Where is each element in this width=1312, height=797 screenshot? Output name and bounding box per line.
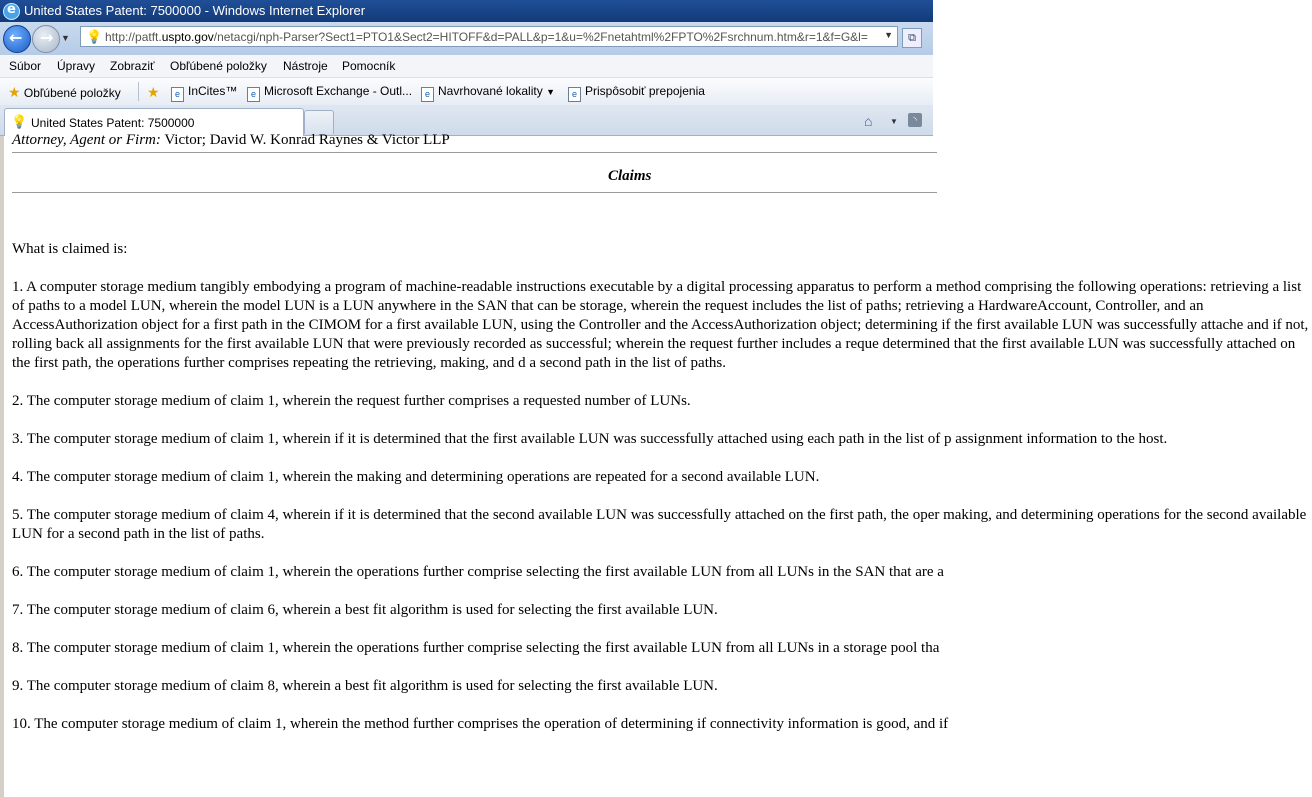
claims-intro: What is claimed is: [12, 241, 128, 257]
tab-bulb-icon: 💡 [11, 114, 28, 129]
compatibility-view-icon[interactable]: ⧉ [902, 28, 922, 48]
ie-logo-icon [3, 3, 20, 20]
ie-page-icon: e [171, 87, 184, 102]
claim-3: 3. The computer storage medium of claim 1, wherein if it is determined that the first available LUN was successfully attached using each path in the list of p assignment information to the host. [12, 431, 1168, 447]
forward-button[interactable] [32, 25, 60, 53]
history-dropdown-icon[interactable]: ▼ [61, 33, 70, 43]
claim-4: 4. The computer storage medium of claim 1, wherein the making and determining operations are repeated for a second available LUN. [12, 469, 820, 485]
new-tab-button[interactable] [304, 110, 334, 134]
attorney-value: Victor; David W. Konrad Raynes & Victor LLP [160, 132, 450, 148]
favorites-bar [0, 78, 933, 106]
menu-file[interactable]: Súbor [9, 59, 42, 73]
favorites-separator [138, 82, 139, 101]
forward-arrow-icon: → [40, 28, 54, 47]
ie-page-icon: e [421, 87, 434, 102]
favorites-label: Obľúbené položky [23, 86, 121, 100]
attorney-label: Attorney, Agent or Firm: [12, 132, 161, 148]
tab-label: United States Patent: 7500000 [31, 116, 195, 130]
url-dropdown-icon[interactable]: ▼ [884, 30, 893, 40]
claims-heading: Claims [608, 168, 652, 184]
menu-help[interactable]: Pomocník [342, 59, 396, 73]
fav-link-exchange[interactable]: e Microsoft Exchange - Outl... [247, 84, 412, 102]
page-content [0, 132, 1309, 797]
attorney-line [12, 132, 450, 149]
add-to-favorites-icon[interactable]: ★ [147, 84, 160, 100]
home-icon[interactable]: ⌂ [864, 113, 873, 129]
fav-link-incites[interactable]: e InCites™ [171, 84, 237, 102]
favorites-star-icon: ★ [8, 84, 21, 100]
claim-2: 2. The computer storage medium of claim 1, wherein the request further comprises a requested number of LUNs. [12, 393, 691, 409]
divider-top [12, 152, 937, 153]
claim-8: 8. The computer storage medium of claim 1, wherein the operations further comprise selecting the first available LUN from all LUNs in a storage pool tha [12, 640, 940, 656]
ie-page-icon: e [247, 87, 260, 102]
back-arrow-icon: ← [9, 28, 23, 47]
url-field[interactable] [80, 26, 898, 47]
divider-claims [12, 192, 937, 193]
claim-7: 7. The computer storage medium of claim 6, wherein a best fit algorithm is used for selecting the first available LUN. [12, 602, 718, 618]
claim-1: 1. A computer storage medium tangibly embodying a program of machine-readable instructions executable by a digital processing apparatus to perform a method comprising the following operations: retrieving a list of paths to a model LUN, wherein the model LUN is a LUN anywhere in the SAN that can be storage, wherein the request includes the list of paths; retrieving a HardwareAccount, Controller, and an AccessAuthorization object for a first path in the CIMOM for a first available LUN, using the Controller and the AccessAuthorization object; determining if the first available LUN was successfully attache and if not, rolling back all assignments for the first available LUN that were previously recorded as successful; wherein the request further includes a reque determined that the first available LUN was successfully attached on the first path, the operations further comprises repeating the retrieving, making, and d a second path in the list of paths. [12, 279, 1309, 371]
back-button[interactable] [3, 25, 31, 53]
claims-text [12, 240, 1312, 753]
rss-feed-icon[interactable]: ◝ [908, 113, 922, 127]
claim-10: 10. The computer storage medium of claim 1, wherein the method further comprises the operation of determining if connectivity information is good, and if [12, 716, 949, 732]
fav-link-customize-links[interactable]: e Prispôsobiť prepojenia [568, 84, 705, 102]
menu-view[interactable]: Zobraziť [110, 59, 155, 73]
site-info-bulb-icon: 💡 [86, 29, 103, 44]
menu-tools[interactable]: Nástroje [283, 59, 328, 73]
window-title: United States Patent: 7500000 - Windows Internet Explorer [24, 3, 366, 18]
home-dropdown-icon[interactable]: ▼ [890, 117, 898, 126]
claim-5: 5. The computer storage medium of claim 4, wherein if it is determined that the second available LUN was successfully attached on the first path, the oper making, and determining operations for the second available LUN for a second path in the list of paths. [12, 507, 1307, 542]
menu-edit[interactable]: Úpravy [57, 59, 96, 73]
claim-9: 9. The computer storage medium of claim 8, wherein a best fit algorithm is used for selecting the first available LUN. [12, 678, 718, 694]
url-text[interactable]: http://patft.uspto.gov/netacgi/nph-Parser?Sect1=PTO1&Sect2=HITOFF&d=PALL&p=1&u=%2Fnetahtml%2FPTO%2Fsrchnum.htm&r=1&f=G&l= [105, 30, 868, 44]
menu-favorites[interactable]: Obľúbené položky [170, 59, 267, 73]
claim-6: 6. The computer storage medium of claim 1, wherein the operations further comprise selecting the first available LUN from all LUNs in the SAN that are a [12, 564, 944, 580]
ie-page-icon: e [568, 87, 581, 102]
menu-bar [0, 55, 933, 78]
address-bar [0, 22, 933, 55]
fav-link-suggested-sites[interactable]: e Navrhované lokality ▼ [421, 84, 555, 102]
favorites-button[interactable] [8, 84, 121, 101]
window-title-bar [0, 0, 933, 22]
